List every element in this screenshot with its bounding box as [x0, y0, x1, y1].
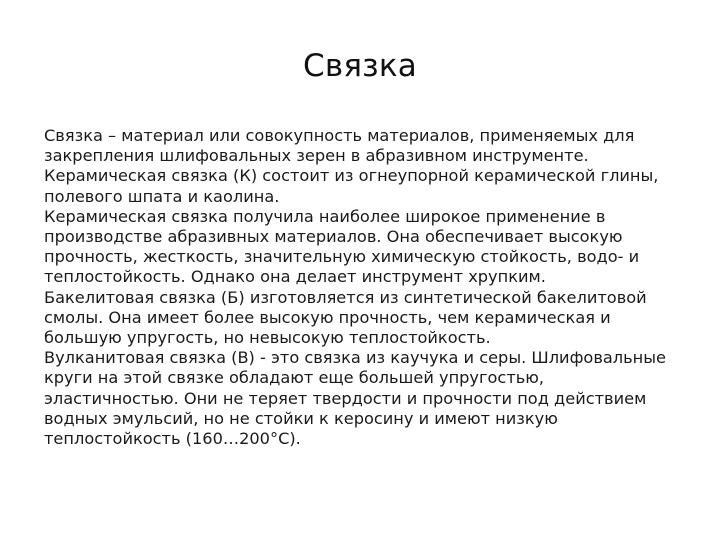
slide-title: Связка	[303, 48, 417, 84]
slide-body	[44, 126, 684, 449]
paragraph-line: производстве абразивных материалов. Она обеспечивает высокую	[44, 227, 623, 247]
paragraph-line: теплостойкость. Однако она делает инструмент хрупким.	[44, 267, 546, 287]
paragraph-line: Связка – материал или совокупность материалов, применяемых для	[44, 126, 635, 145]
paragraph-line: закрепления шлифовальных зерен в абразивном инструменте.	[44, 146, 589, 166]
paragraph-line: круги на этой связке обладают еще большей упругостью,	[44, 368, 545, 388]
paragraph-line: Керамическая связка (К) состоит из огнеупорной керамической глины,	[44, 166, 659, 186]
paragraph-line: эластичностью. Они не теряет твердости и прочности под действием	[44, 388, 647, 408]
paragraph-line: Бакелитовая связка (Б) изготовляется из синтетической бакелитовой	[44, 287, 647, 307]
paragraph-definition	[44, 126, 684, 166]
paragraph-line: Вулканитовая связка (В) - это связка из каучука и серы. Шлифовальные	[44, 348, 666, 368]
paragraph-ceramic-application	[44, 207, 684, 288]
paragraph-line: большую упругость, но невысокую теплостойкость.	[44, 328, 491, 348]
paragraph-line: теплостойкость (160…200°С).	[44, 429, 301, 449]
paragraph-line: смолы. Она имеет более высокую прочность, чем керамическая и	[44, 307, 611, 327]
paragraph-vulcanite-bond	[44, 348, 684, 449]
paragraph-line: полевого шпата и каолина.	[44, 186, 280, 206]
paragraph-ceramic-bond	[44, 166, 684, 206]
paragraph-line: Керамическая связка получила наиболее широкое применение в	[44, 206, 606, 226]
paragraph-line: прочность, жесткость, значительную химическую стойкость, водо- и	[44, 247, 640, 267]
paragraph-line: водных эмульсий, но не стойки к керосину и имеют низкую	[44, 408, 558, 428]
paragraph-bakelite-bond	[44, 288, 684, 349]
